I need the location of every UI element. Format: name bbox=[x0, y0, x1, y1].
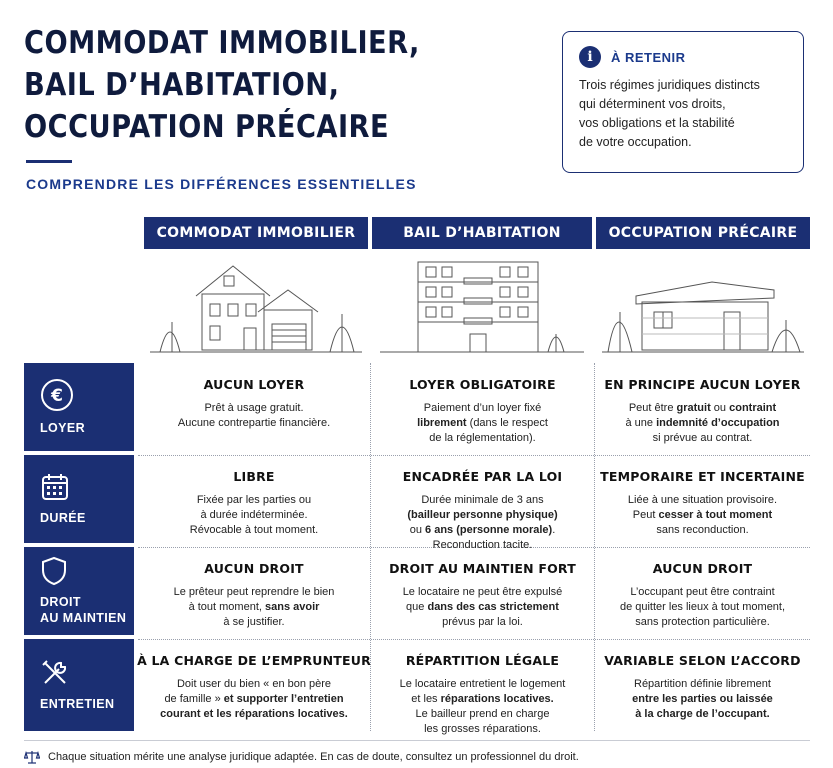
cell-loyer-commodat bbox=[138, 363, 370, 455]
cell-description-line: Liée à une situation provisoire. bbox=[627, 494, 778, 506]
row-header-duree bbox=[24, 455, 134, 543]
cell-title: LIBRE bbox=[233, 469, 275, 484]
cell-description-line: librement (dans le respect bbox=[417, 417, 548, 429]
cell-title: ENCADRÉE PAR LA LOI bbox=[402, 469, 563, 484]
cell-title: TEMPORAIRE ET INCERTAINE bbox=[600, 469, 805, 484]
cell-description-line: Le bailleur prend en charge bbox=[415, 708, 550, 720]
house-sketch bbox=[150, 252, 362, 360]
cell-description-line: à une indemnité d’occupation bbox=[625, 417, 780, 429]
column-header-occupation: OCCUPATION PRÉCAIRE bbox=[596, 217, 810, 249]
title-line-1: COMMODAT IMMOBILIER, bbox=[24, 25, 420, 61]
row-label-loyer: LOYER bbox=[40, 421, 86, 435]
row-label-entretien: ENTRETIEN bbox=[40, 697, 115, 711]
cell-description-line: L’occupant peut être contraint bbox=[630, 586, 775, 598]
cell-description-line: sans reconduction. bbox=[656, 524, 749, 536]
cell-description-line: Paiement d’un loyer fixé bbox=[423, 402, 542, 414]
cell-description-line: de la réglementation). bbox=[429, 432, 536, 444]
cell-description bbox=[417, 401, 548, 446]
cell-duree-occupation bbox=[595, 455, 810, 547]
cell-description-line: Doit user du bien « en bon père bbox=[176, 678, 332, 690]
cell-description bbox=[400, 677, 566, 737]
cell-description-line: courant et les réparations locatives. bbox=[160, 708, 348, 720]
euro-icon bbox=[40, 378, 74, 412]
cell-title: AUCUN DROIT bbox=[204, 561, 304, 576]
title-underline bbox=[26, 160, 72, 163]
scales-icon bbox=[24, 750, 40, 764]
cell-title: EN PRINCIPE AUCUN LOYER bbox=[604, 377, 801, 392]
cell-loyer-bail bbox=[371, 363, 594, 455]
row-header-entretien bbox=[24, 639, 134, 731]
cell-title: LOYER OBLIGATOIRE bbox=[409, 377, 556, 392]
cell-description-line: que dans des cas strictement bbox=[406, 601, 559, 613]
cell-description-line: Prêt à usage gratuit. bbox=[204, 402, 304, 414]
cell-title: VARIABLE SELON L’ACCORD bbox=[604, 653, 801, 668]
cell-description bbox=[174, 585, 335, 630]
cell-description bbox=[632, 677, 773, 722]
cell-description bbox=[403, 585, 563, 630]
cell-description-line: les grosses réparations. bbox=[424, 723, 541, 735]
cell-description bbox=[407, 493, 557, 553]
row-label-droit-au-maintien: DROIT AU MAINTIEN bbox=[40, 595, 127, 625]
cell-description-line: (bailleur personne physique) bbox=[407, 509, 558, 521]
cell-description-line: Peut cesser à tout moment bbox=[632, 509, 773, 521]
cell-droit-au-maintien-occupation bbox=[595, 547, 810, 639]
cell-description bbox=[628, 493, 777, 538]
cell-duree-commodat bbox=[138, 455, 370, 547]
apartment-building-sketch bbox=[380, 252, 584, 360]
cell-description-line: entre les parties ou laissée bbox=[632, 693, 773, 705]
cell-title: DROIT AU MAINTIEN FORT bbox=[389, 561, 576, 576]
cabin-sketch bbox=[602, 252, 804, 360]
cell-description-line: Répartition définie librement bbox=[634, 678, 771, 690]
cell-entretien-commodat bbox=[138, 639, 370, 731]
cell-droit-au-maintien-commodat bbox=[138, 547, 370, 639]
cell-description-line: Peut être gratuit ou contraint bbox=[628, 402, 777, 414]
cell-duree-bail bbox=[371, 455, 594, 551]
row-header-loyer bbox=[24, 363, 134, 451]
row-header-droit-au-maintien bbox=[24, 547, 134, 635]
shield-icon bbox=[40, 556, 68, 586]
cell-description-line: Reconduction tacite. bbox=[432, 539, 533, 551]
title-line-3: OCCUPATION PRÉCAIRE bbox=[24, 109, 390, 145]
tools-icon bbox=[40, 658, 70, 688]
page-subtitle: COMPRENDRE LES DIFFÉRENCES ESSENTIELLES bbox=[26, 176, 417, 192]
column-header-commodat: COMMODAT IMMOBILIER bbox=[144, 217, 368, 249]
cell-description-line: Le prêteur peut reprendre le bien bbox=[173, 586, 335, 598]
cell-description-line: à se justifier. bbox=[223, 616, 285, 628]
title-line-2: BAIL D’HABITATION, bbox=[24, 67, 340, 103]
cell-description-line: si prévue au contrat. bbox=[652, 432, 753, 444]
cell-description-line: à durée indéterminée. bbox=[200, 509, 308, 521]
cell-loyer-occupation bbox=[595, 363, 810, 455]
row-label-duree: DURÉE bbox=[40, 511, 86, 525]
cell-description bbox=[178, 401, 330, 431]
cell-description-line: Fixée par les parties ou bbox=[196, 494, 312, 506]
cell-description bbox=[620, 585, 785, 630]
cell-description bbox=[625, 401, 779, 446]
cell-description-line: à la charge de l’occupant. bbox=[635, 708, 770, 720]
cell-title: AUCUN LOYER bbox=[203, 377, 305, 392]
cell-description-line: Durée minimale de 3 ans bbox=[421, 494, 544, 506]
column-header-bail: BAIL D’HABITATION bbox=[372, 217, 592, 249]
cell-droit-au-maintien-bail bbox=[371, 547, 594, 639]
cell-description-line: Le locataire ne peut être expulsé bbox=[402, 586, 563, 598]
calendar-icon bbox=[40, 472, 70, 502]
svg-text:€: € bbox=[51, 386, 63, 406]
cell-description-line: de quitter les lieux à tout moment, bbox=[619, 601, 786, 613]
info-icon: i bbox=[579, 46, 601, 68]
cell-description-line: Révocable à tout moment. bbox=[189, 524, 319, 536]
cell-entretien-bail bbox=[371, 639, 594, 735]
cell-description-line: Aucune contrepartie financière. bbox=[177, 417, 331, 429]
footer-divider bbox=[24, 740, 810, 741]
cell-description-line: et les réparations locatives. bbox=[411, 693, 554, 705]
cell-description-line: sans protection particulière. bbox=[635, 616, 770, 628]
key-point-text: Trois régimes juridiques distincts qui déterminent vos droits, vos obligations et la stabilité de votre occupation. bbox=[579, 78, 760, 149]
key-point-header bbox=[579, 46, 787, 68]
cell-description-line: de famille » et supporter l’entretien bbox=[164, 693, 344, 705]
cell-description-line: à tout moment, sans avoir bbox=[188, 601, 320, 613]
cell-description-line: ou 6 ans (personne morale). bbox=[409, 524, 556, 536]
key-point-title: À RETENIR bbox=[611, 49, 686, 65]
footer-disclaimer bbox=[24, 750, 579, 764]
cell-description-line: prévus par la loi. bbox=[442, 616, 523, 628]
footer-text: Chaque situation mérite une analyse juridique adaptée. En cas de doute, consultez un professionnel du droit. bbox=[48, 751, 579, 763]
cell-title: RÉPARTITION LÉGALE bbox=[405, 653, 560, 668]
cell-title: À LA CHARGE DE L’EMPRUNTEUR bbox=[137, 653, 371, 668]
cell-description bbox=[160, 677, 348, 722]
cell-description bbox=[190, 493, 318, 538]
page-title bbox=[24, 22, 420, 148]
key-point-box bbox=[562, 31, 804, 173]
cell-description-line: Le locataire entretient le logement bbox=[399, 678, 566, 690]
cell-title: AUCUN DROIT bbox=[652, 561, 753, 576]
cell-entretien-occupation bbox=[595, 639, 810, 731]
